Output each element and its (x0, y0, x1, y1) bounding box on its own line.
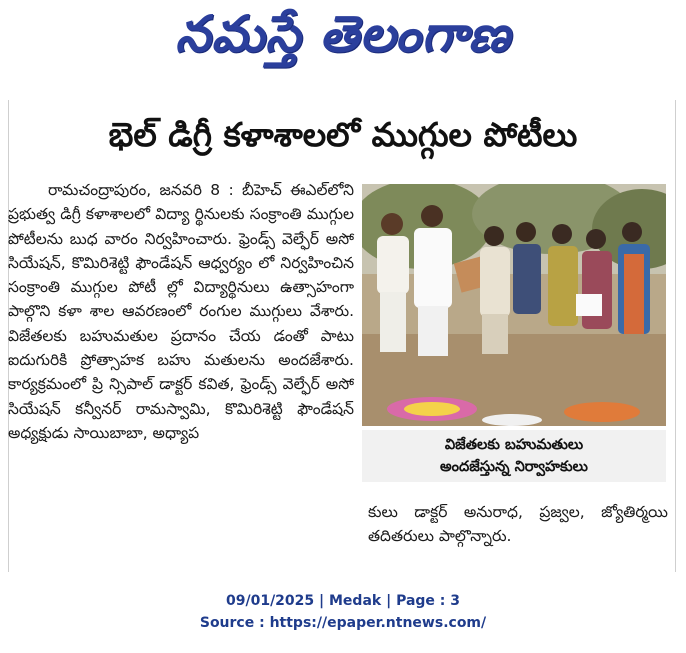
footer-dateline: 09/01/2025 | Medak | Page : 3 (225, 593, 461, 609)
article-body-left (8, 178, 354, 445)
footer-source: Source : https://epaper.ntnews.com/ (199, 615, 487, 631)
article-body-right-text: కులు డాక్టర్ అనురాధ, ప్రజ్వల, జ్యోతిర్మయి తదితరులు పాల్గొన్నారు. (368, 503, 668, 546)
masthead-title: నమస్తే తెలంగాణ (175, 4, 511, 63)
article-body-left-text: రామచంద్రాపురం, జనవరి 8 : బీహెచ్ ఈఎల్‌లోని ప్రభుత్వ డిగ్రీ కళాశాలలో విద్యా ర్థినులకు సంక్రాంతి ముగ్గుల పోటీలను బుధ వారం నిర్వహించారు. ఫ్రెండ్స్ వెల్ఫేర్ అసో సియేషన్, కొమిరిశెట్టి ఫౌండేషన్ ఆధ్వర్యం లో నిర్వహించిన సంక్రాంతి ముగ్గుల పోటీ ల్లో విద్యార్థినులు ఉత్సాహంగా పాల్గొని కళా శాల ఆవరణంలో రంగుల ముగ్గులు వేశారు. విజేతలకు బహుమతుల ప్రదానం చేయ డంతో పాటు ఐదుగురికి ప్రోత్సాహక బహు మతులను అందజేశారు. కార్యక్రమంలో ప్రి న్సిపాల్ డాక్టర్ కవిత, ఫ్రెండ్స్ వెల్ఫేర్ అసో సియేషన్ కన్వీనర్ రామస్వామి, కొమిరిశెట్టి ఫౌండేషన్ అధ్యక్షుడు సాయిబాబా, అధ్యాప (8, 181, 354, 442)
photo-caption-line1: విజేతలకు బహుమతులు (444, 437, 584, 453)
headline-text: భెల్ డిగ్రీ కళాశాలలో ముగ్గుల పోటీలు (108, 114, 578, 154)
photo-illustration (362, 184, 666, 426)
photo-caption-line2: అందజేస్తున్న నిర్వాహకులు (440, 459, 588, 475)
article-photo (362, 184, 666, 426)
masthead (0, 0, 686, 80)
article-body-right (368, 500, 668, 549)
footer (0, 590, 686, 634)
headline (0, 108, 686, 168)
photo-caption (362, 430, 666, 482)
